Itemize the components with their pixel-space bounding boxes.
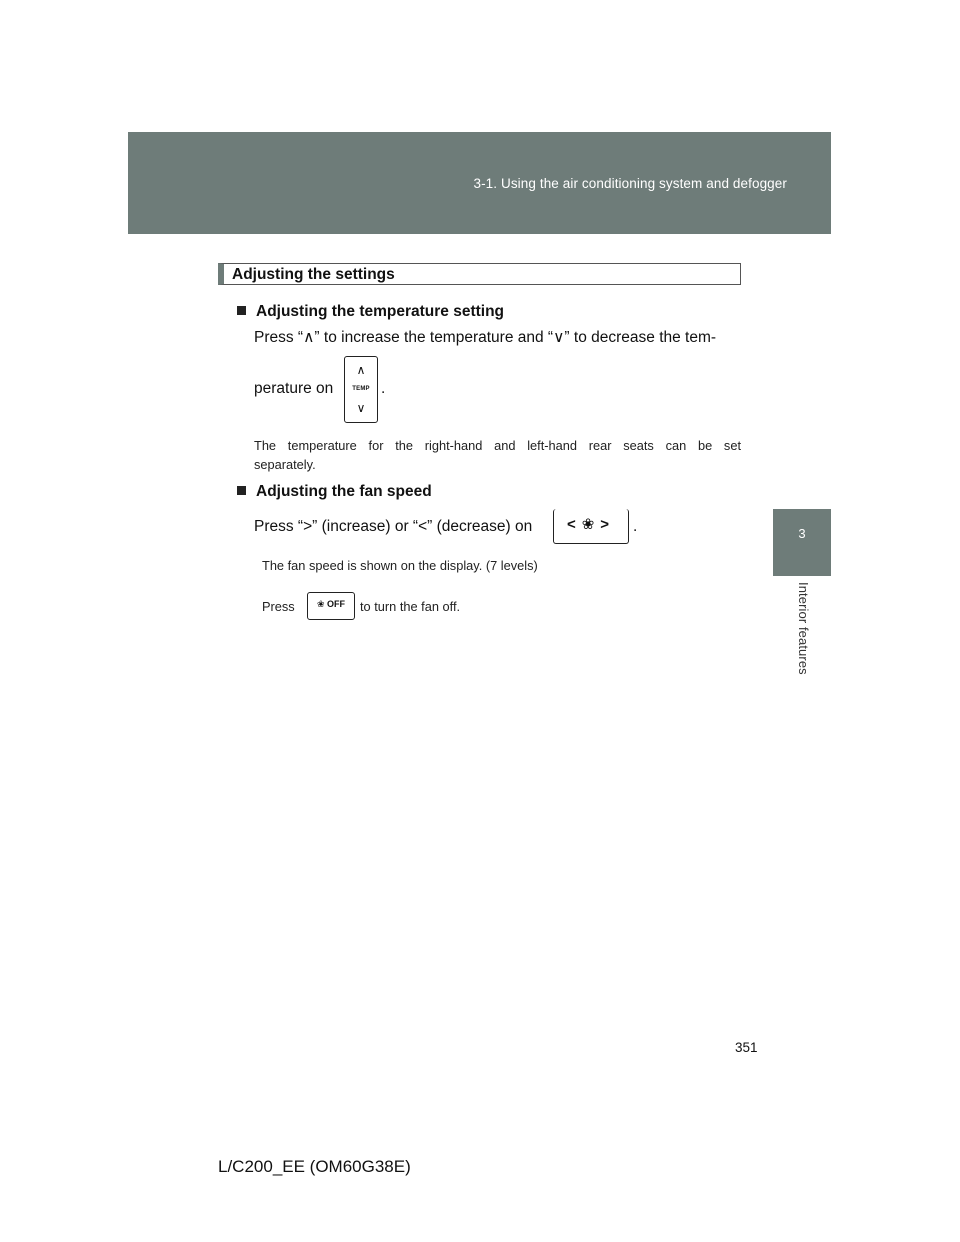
temperature-line2-suffix: . — [381, 380, 386, 397]
section-heading-text: Adjusting the settings — [232, 266, 395, 283]
temperature-instruction-line2 — [254, 380, 333, 398]
fan-off-button-icon — [307, 592, 355, 620]
header-title: 3-1. Using the air conditioning system and defogger — [473, 176, 787, 191]
chapter-label: Interior features — [796, 582, 811, 675]
chapter-number: 3 — [798, 526, 806, 541]
fan-off-prefix: Press — [262, 599, 295, 614]
fan-off-button-glyphs — [308, 599, 354, 610]
section-heading — [218, 263, 741, 285]
header-bar — [128, 132, 831, 234]
fan-off-suffix: to turn the fan off. — [360, 599, 461, 614]
chapter-tab — [773, 509, 831, 576]
fan-speed-button-glyphs — [554, 515, 628, 533]
fan-instruction-line: Press “>” (increase) or “<” (decrease) on — [254, 518, 533, 535]
fan-decrease-icon: < — [566, 516, 582, 533]
temperature-subheading — [237, 303, 504, 321]
temperature-subheading-text: Adjusting the temperature setting — [256, 303, 505, 320]
temperature-instruction-line1: Press “∧” to increase the temperature and “∨” to decrease the tem- — [254, 329, 717, 346]
temperature-note-line1: The temperature for the right-hand and left-hand rear seats can be set — [254, 438, 741, 453]
fan-instruction-suffix: . — [633, 518, 638, 535]
temp-down-arrow-icon: ∨ — [356, 401, 366, 415]
temperature-line2-prefix: perature on — [254, 380, 334, 397]
fan-increase-icon: > — [600, 516, 616, 533]
fan-subheading-text: Adjusting the fan speed — [256, 483, 432, 500]
temperature-note-line2: separately. — [254, 457, 316, 472]
page-number: 351 — [735, 1040, 758, 1055]
temp-up-arrow-icon: ∧ — [356, 363, 366, 377]
square-bullet-icon — [237, 306, 246, 315]
fan-note: The fan speed is shown on the display. (7 levels) — [262, 558, 538, 573]
fan-icon: ❀ — [581, 516, 601, 533]
fan-off-label: OFF — [327, 599, 346, 609]
temp-button-icon — [344, 356, 378, 423]
square-bullet-icon — [237, 486, 246, 495]
fan-speed-button-icon — [553, 509, 629, 544]
fan-subheading — [237, 483, 432, 501]
fan-icon: ❀ — [316, 599, 325, 609]
footer-document-code: L/C200_EE (OM60G38E) — [218, 1157, 411, 1176]
temp-button-label: TEMP — [352, 386, 370, 392]
